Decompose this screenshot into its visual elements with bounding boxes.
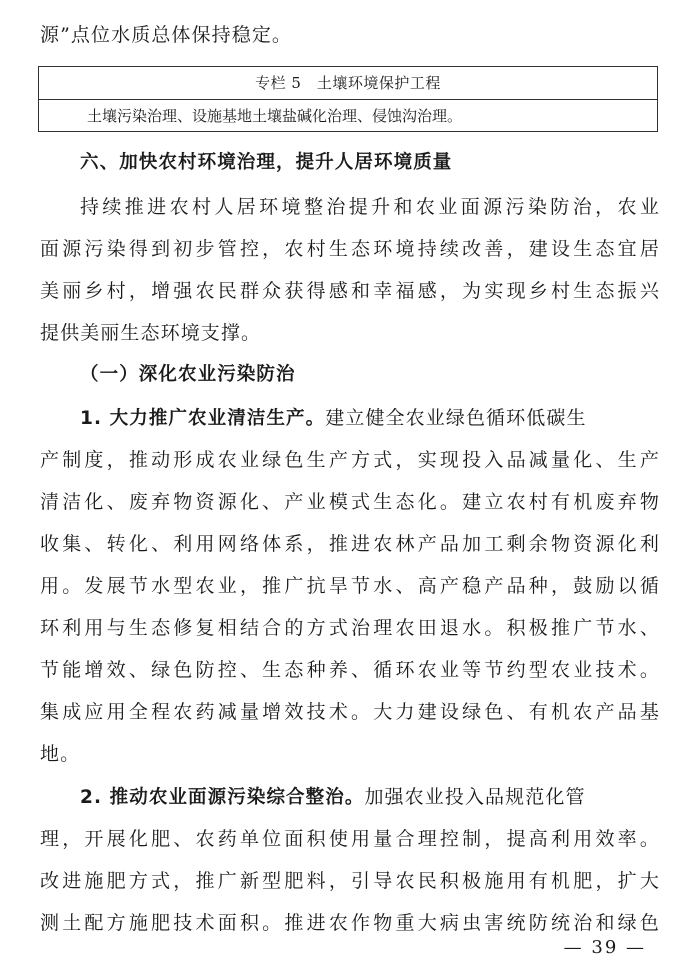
paragraph-line: 环利用与生态修复相结合的方式治理农田退水。积极推广节水、 [40, 617, 660, 639]
subsection-heading: （一）深化农业污染防治 [80, 364, 296, 385]
paragraph-text: 建立健全农业绿色循环低碳生 [325, 407, 587, 429]
feature-box-title: 专栏 5 土壤环境保护工程 [39, 67, 657, 100]
paragraph-line: 面源污染得到初步管控，农村生态环境持续改善，建设生态宜居 [40, 238, 660, 260]
paragraph-line: 改进施肥方式，推广新型肥料，引导农民积极施用有机肥，扩大 [40, 870, 660, 892]
paragraph-line: 源”点位水质总体保持稳定。 [40, 24, 293, 46]
feature-box [38, 66, 658, 132]
paragraph-line: 集成应用全程农药减量增效技术。大力建设绿色、有机农产品基 [40, 701, 660, 723]
paragraph-line: 清洁化、废弃物资源化、产业模式生态化。建立农村有机废弃物 [40, 491, 660, 513]
paragraph-text: 加强农业投入品规范化管 [364, 786, 586, 808]
paragraph-line: 美丽乡村，增强农民群众获得感和幸福感，为实现乡村生态振兴 [40, 280, 660, 302]
paragraph-line: 持续推进农村人居环境整治提升和农业面源污染防治，农业 [80, 196, 660, 218]
paragraph-line: 产制度，推动形成农业绿色生产方式，实现投入品减量化、生产 [40, 449, 660, 471]
paragraph-line: 理，开展化肥、农药单位面积使用量合理控制，提高利用效率。 [40, 828, 660, 850]
paragraph-line: 提供美丽生态环境支撑。 [40, 322, 262, 344]
section-heading: 六、加快农村环境治理，提升人居环境质量 [80, 152, 453, 173]
paragraph-line [80, 397, 660, 439]
paragraph-line: 节能增效、绿色防控、生态种养、循环农业等节约型农业技术。 [40, 659, 660, 681]
item-heading: 2. 推动农业面源污染综合整治。 [80, 787, 365, 808]
item-heading: 1. 大力推广农业清洁生产。 [80, 408, 326, 429]
paragraph-line [80, 776, 660, 818]
paragraph-line: 测土配方施肥技术面积。推进农作物重大病虫害统防统治和绿色 [40, 912, 660, 934]
paragraph-line: 用。发展节水型农业，推广抗旱节水、高产稳产品种，鼓励以循 [40, 575, 660, 597]
page-number: — 39 — [563, 937, 646, 958]
paragraph-line: 地。 [40, 743, 81, 765]
paragraph-line: 收集、转化、利用网络体系，推进农林产品加工剩余物资源化利 [40, 533, 660, 555]
feature-box-body: 土壤污染治理、设施基地土壤盐碱化治理、侵蚀沟治理。 [87, 107, 463, 125]
